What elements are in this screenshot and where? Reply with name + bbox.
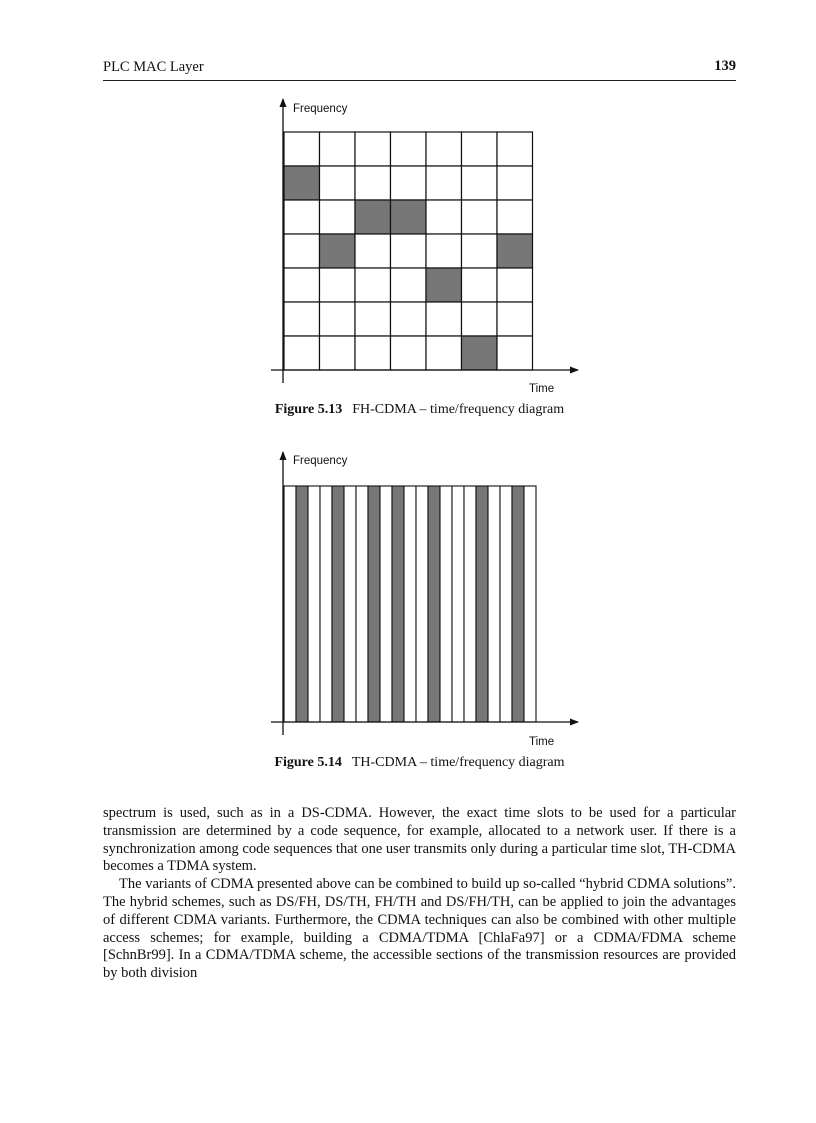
occupied-time-slot <box>512 486 524 722</box>
occupied-time-slot <box>368 486 380 722</box>
time-slot <box>404 486 416 722</box>
running-title: PLC MAC Layer <box>103 59 204 75</box>
figure-label: Figure 5.13 <box>274 402 343 417</box>
time-slot <box>464 486 476 722</box>
figure-caption-text: FH-CDMA – time/frequency diagram <box>352 402 565 417</box>
time-axis-label: Time <box>529 383 555 395</box>
occupied-time-slot <box>476 486 488 722</box>
figure-caption-text: TH-CDMA – time/frequency diagram <box>351 755 565 770</box>
occupied-time-slot <box>428 486 440 722</box>
time-slot <box>344 486 356 722</box>
paragraph: The variants of CDMA presented above can be combined to build up so-called “hybrid CDMA solutions”. The hybrid schemes, such as DS/FH, DS/TH, FH/TH and DS/FH/TH, can be applied to join the advantages of different CDMA variants. Furthermore, the CDMA techniques can also be combined with other multiple access schemes; for example, building a CDMA/TDMA [ChlaFa97] or a CDMA/FDMA scheme [SchnBr99]. In a CDMA/TDMA scheme, the accessible sections of the transmission resources are provided by both division <box>103 876 736 982</box>
figure-caption <box>103 755 736 771</box>
occupied-time-slot <box>392 486 404 722</box>
time-slot <box>500 486 512 722</box>
time-axis-label: Time <box>529 736 555 748</box>
time-slot <box>320 486 332 722</box>
time-slot <box>284 486 296 722</box>
time-slot <box>524 486 536 722</box>
time-slot <box>488 486 500 722</box>
occupied-time-slot <box>332 486 344 722</box>
body-text <box>103 805 736 983</box>
time-slot <box>452 486 464 722</box>
paragraph: spectrum is used, such as in a DS-CDMA. However, the exact time slots to be used for a particular transmission are determined by a code sequence, for example, allocated to a network user. If there is a synchronization among code sequences that one user transmits only during a particular time slot, TH-CDMA becomes a TDMA system. <box>103 805 736 875</box>
time-slot <box>416 486 428 722</box>
time-slot <box>356 486 368 722</box>
frequency-axis-label: Frequency <box>293 455 348 467</box>
time-slot <box>380 486 392 722</box>
page-number: 139 <box>714 58 736 74</box>
occupied-time-slot <box>296 486 308 722</box>
figure-label: Figure 5.14 <box>274 755 342 770</box>
frequency-axis-label: Frequency <box>293 103 348 115</box>
time-slot <box>308 486 320 722</box>
time-slot <box>440 486 452 722</box>
